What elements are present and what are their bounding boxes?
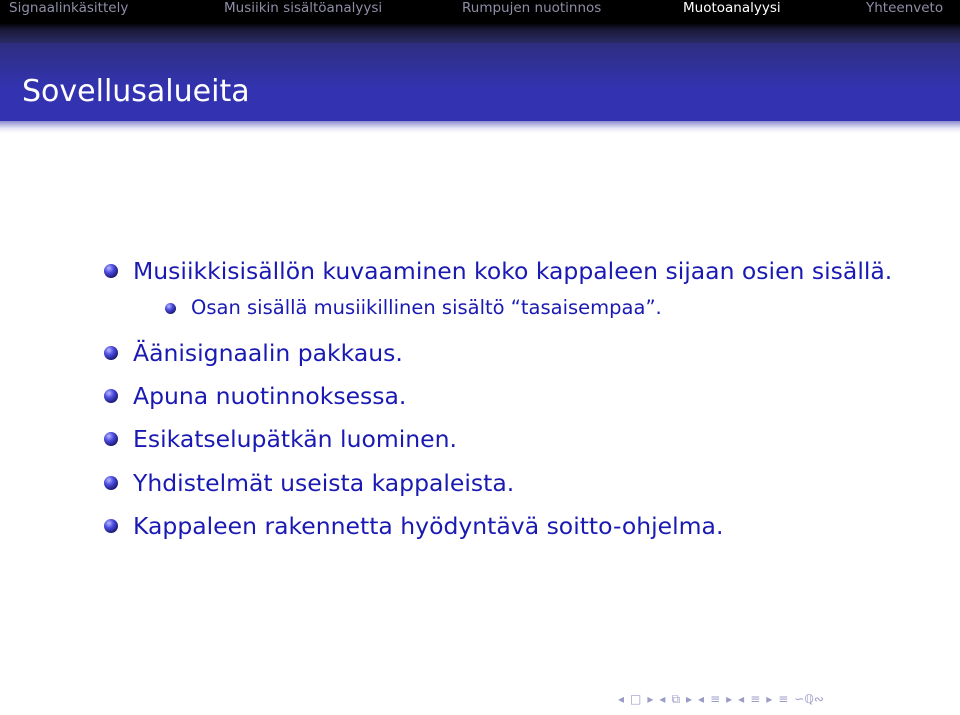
frame-title: Sovellusalueita — [22, 74, 250, 109]
bullet-ball-icon — [104, 476, 118, 490]
subsection-next-icon[interactable]: ▸ — [686, 692, 693, 706]
list-item: Kappaleen rakennetta hyödyntävä soitto-ohjelma. — [133, 512, 724, 540]
section-next-icon[interactable]: ▸ — [726, 692, 733, 706]
bullet-ball-icon — [104, 519, 118, 533]
list-item: Osan sisällä musiikillinen sisältö “tasaisempaa”. — [191, 296, 662, 319]
bullet-ball-icon — [104, 389, 118, 403]
list-item: Yhdistelmät useista kappaleista. — [133, 469, 515, 497]
nav-section-yhteenveto[interactable]: Yhteenveto — [866, 0, 944, 16]
frame-next-icon[interactable]: ▸ — [647, 692, 654, 706]
navbar-shadow — [0, 23, 960, 43]
frame-icon[interactable]: □ — [630, 692, 642, 706]
section-prev-icon[interactable]: ◂ — [698, 692, 705, 706]
document-icon[interactable]: ≡ — [778, 692, 789, 706]
list-item: Apuna nuotinnoksessa. — [133, 382, 407, 410]
list-item: Musiikkisisällön kuvaaminen koko kappaleen sijaan osien sisällä. — [133, 257, 893, 285]
frame-prev-icon[interactable]: ◂ — [618, 692, 625, 706]
bullet-ball-icon — [104, 346, 118, 360]
nav-section-signaalinkasittely[interactable]: Signaalinkäsittely — [9, 0, 129, 16]
section-icon[interactable]: ≡ — [710, 692, 721, 706]
bullet-ball-icon — [165, 303, 176, 314]
list-item: Äänisignaalin pakkaus. — [133, 339, 403, 367]
part-next-icon[interactable]: ▸ — [766, 692, 773, 706]
subsection-icon[interactable]: ⧉ — [671, 691, 681, 706]
frame-title-fade — [0, 121, 960, 133]
subsection-prev-icon[interactable]: ◂ — [659, 692, 666, 706]
part-prev-icon[interactable]: ◂ — [738, 692, 745, 706]
list-item: Esikatselupätkän luominen. — [133, 425, 457, 453]
bullet-ball-icon — [104, 432, 118, 446]
section-navigation-bar — [0, 0, 960, 23]
search-icon[interactable]: ∽ℚ∾ — [794, 692, 824, 706]
nav-section-muotoanalyysi[interactable]: Muotoanalyysi — [683, 0, 781, 16]
nav-section-musiikin-sisaltoanalyysi[interactable]: Musiikin sisältöanalyysi — [224, 0, 383, 16]
bullet-ball-icon — [104, 264, 118, 278]
nav-section-rumpujen-nuotinnos[interactable]: Rumpujen nuotinnos — [462, 0, 602, 16]
beamer-navigation-symbols — [618, 692, 824, 706]
part-icon[interactable]: ≡ — [750, 692, 761, 706]
